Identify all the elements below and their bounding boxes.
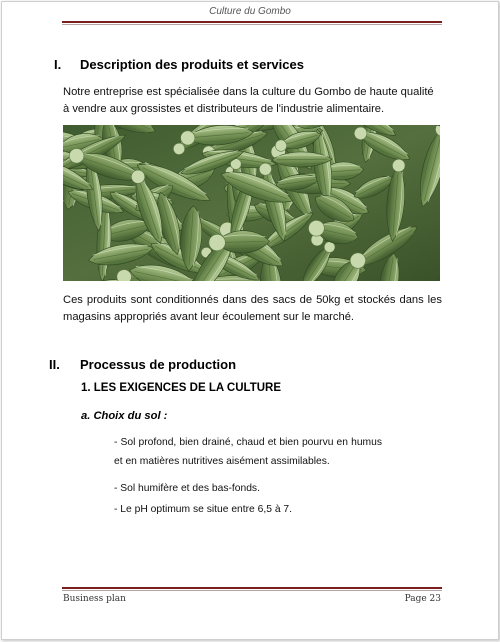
section-2-title: Processus de production [80, 357, 237, 372]
footer-rule [62, 587, 442, 591]
page-number: Page 23 [404, 594, 441, 604]
section-1-title: Description des produits et services [80, 57, 304, 72]
subsubsection-heading: a. Choix du sol : [81, 410, 168, 422]
footer-left-text: Business plan [63, 594, 126, 604]
header-title: Culture du Gombo [209, 6, 291, 17]
document-page [1, 1, 499, 640]
bullet-item: - Sol profond, bien drainé, chaud et bien pourvu en humus et en matières nutritives aisément assimilables. [114, 437, 382, 467]
section-1-packaging: Ces produits sont conditionnés dans des sacs de 50kg et stockés dans les magasins appropriés avant leur écoulement sur le marché. [63, 294, 442, 323]
bullet-item: - Sol humifère et des bas-fonds. [114, 483, 260, 494]
section-1-heading [54, 57, 304, 72]
section-1-number: I. [54, 57, 62, 72]
section-2-number: II. [49, 357, 60, 372]
section-1-intro: Notre entreprise est spécialisée dans la culture du Gombo de haute qualité à vendre aux grossistes et distributeurs de l'industrie alimentaire. [63, 86, 434, 115]
okra-pods-photo [63, 125, 440, 281]
section-2-heading [49, 357, 236, 372]
subsection-heading: 1. LES EXIGENCES DE LA CULTURE [81, 382, 281, 394]
bullet-item: - Le pH optimum se situe entre 6,5 à 7. [114, 504, 292, 515]
header-rule [62, 21, 442, 25]
